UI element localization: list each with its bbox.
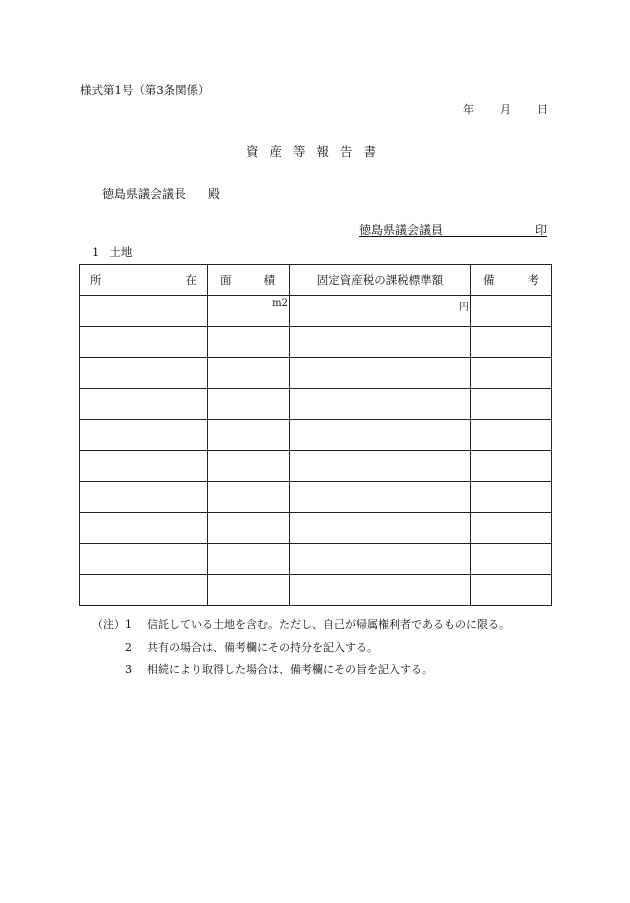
cell-remarks[interactable] <box>471 327 552 358</box>
cell-tax-value[interactable] <box>290 575 471 606</box>
addressee <box>102 185 220 202</box>
addressee-name: 徳島県議会議長 <box>102 187 187 201</box>
date-day-label: 日 <box>537 103 548 116</box>
date-month-label: 月 <box>500 103 511 116</box>
cell-remarks[interactable] <box>471 420 552 451</box>
cell-remarks[interactable] <box>471 544 552 575</box>
cell-location[interactable] <box>80 420 208 451</box>
table-row <box>80 451 552 482</box>
cell-remarks[interactable] <box>471 296 552 327</box>
header-remarks-right: 考 <box>527 273 539 287</box>
notes <box>92 614 510 682</box>
cell-area[interactable] <box>208 420 290 451</box>
cell-location[interactable] <box>80 389 208 420</box>
cell-area[interactable] <box>208 451 290 482</box>
table-row <box>80 513 552 544</box>
table-header-row <box>80 265 552 296</box>
addressee-honorific: 殿 <box>208 187 221 201</box>
table-row <box>80 544 552 575</box>
header-location-right: 在 <box>185 273 197 287</box>
cell-tax-value[interactable] <box>290 513 471 544</box>
date-line <box>463 101 548 117</box>
section-heading <box>92 244 132 260</box>
header-location <box>80 265 208 296</box>
cell-location[interactable] <box>80 575 208 606</box>
table-row <box>80 575 552 606</box>
cell-tax-value[interactable] <box>290 544 471 575</box>
section-number: 1 <box>92 245 100 259</box>
cell-tax-value[interactable] <box>290 451 471 482</box>
header-tax-value: 固定資産税の課税標準額 <box>290 265 471 296</box>
document-title: 資産等報告書 <box>246 144 388 159</box>
table-row <box>80 296 552 327</box>
header-area-left: 面 <box>220 273 232 287</box>
seal-mark: 印 <box>534 223 547 237</box>
cell-location[interactable] <box>80 482 208 513</box>
cell-remarks[interactable] <box>471 513 552 544</box>
header-area-right: 積 <box>263 273 275 287</box>
unit-area: m2 <box>272 298 288 309</box>
cell-remarks[interactable] <box>471 389 552 420</box>
cell-area[interactable] <box>208 513 290 544</box>
date-year-label: 年 <box>463 103 474 116</box>
header-location-left: 所 <box>90 273 102 287</box>
note-text: 相続により取得した場合は、備考欄にその旨を記入する。 <box>147 663 433 676</box>
note-text: 信託している土地を含む。ただし、自己が帰属権利者であるものに限る。 <box>147 618 510 631</box>
note-number: 2 <box>125 640 132 654</box>
cell-remarks[interactable] <box>471 575 552 606</box>
cell-tax-value[interactable] <box>290 327 471 358</box>
unit-yen: 円 <box>459 302 469 313</box>
table-row <box>80 358 552 389</box>
note-item <box>92 659 510 682</box>
reporter-label: 徳島県議会議員 <box>359 223 444 237</box>
cell-location[interactable] <box>80 327 208 358</box>
cell-tax-value[interactable] <box>290 296 471 327</box>
notes-label: （注） <box>92 618 125 631</box>
cell-tax-value[interactable] <box>290 420 471 451</box>
note-number: 3 <box>125 663 132 676</box>
cell-area[interactable] <box>208 389 290 420</box>
table-row <box>80 327 552 358</box>
reporter-line <box>359 221 547 237</box>
cell-area[interactable] <box>208 575 290 606</box>
cell-location[interactable] <box>80 358 208 389</box>
table-row <box>80 420 552 451</box>
note-number: 1 <box>125 618 132 631</box>
header-area <box>208 265 290 296</box>
cell-location[interactable] <box>80 296 208 327</box>
note-text: 共有の場合は、備考欄にその持分を記入する。 <box>147 640 378 654</box>
cell-location[interactable] <box>80 513 208 544</box>
cell-remarks[interactable] <box>471 482 552 513</box>
cell-area[interactable] <box>208 482 290 513</box>
cell-remarks[interactable] <box>471 451 552 482</box>
note-item <box>92 614 510 637</box>
cell-tax-value[interactable] <box>290 358 471 389</box>
cell-location[interactable] <box>80 544 208 575</box>
table-row <box>80 482 552 513</box>
header-remarks-left: 備 <box>483 273 495 287</box>
cell-tax-value[interactable] <box>290 482 471 513</box>
cell-remarks[interactable] <box>471 358 552 389</box>
header-remarks <box>471 265 552 296</box>
form-number: 様式第1号（第3条関係） <box>80 83 210 97</box>
table-row <box>80 389 552 420</box>
cell-area[interactable] <box>208 296 290 327</box>
cell-tax-value[interactable] <box>290 389 471 420</box>
cell-area[interactable] <box>208 544 290 575</box>
land-table <box>79 264 552 606</box>
section-label: 土地 <box>109 245 133 259</box>
cell-area[interactable] <box>208 358 290 389</box>
cell-location[interactable] <box>80 451 208 482</box>
cell-area[interactable] <box>208 327 290 358</box>
note-item <box>92 637 510 660</box>
